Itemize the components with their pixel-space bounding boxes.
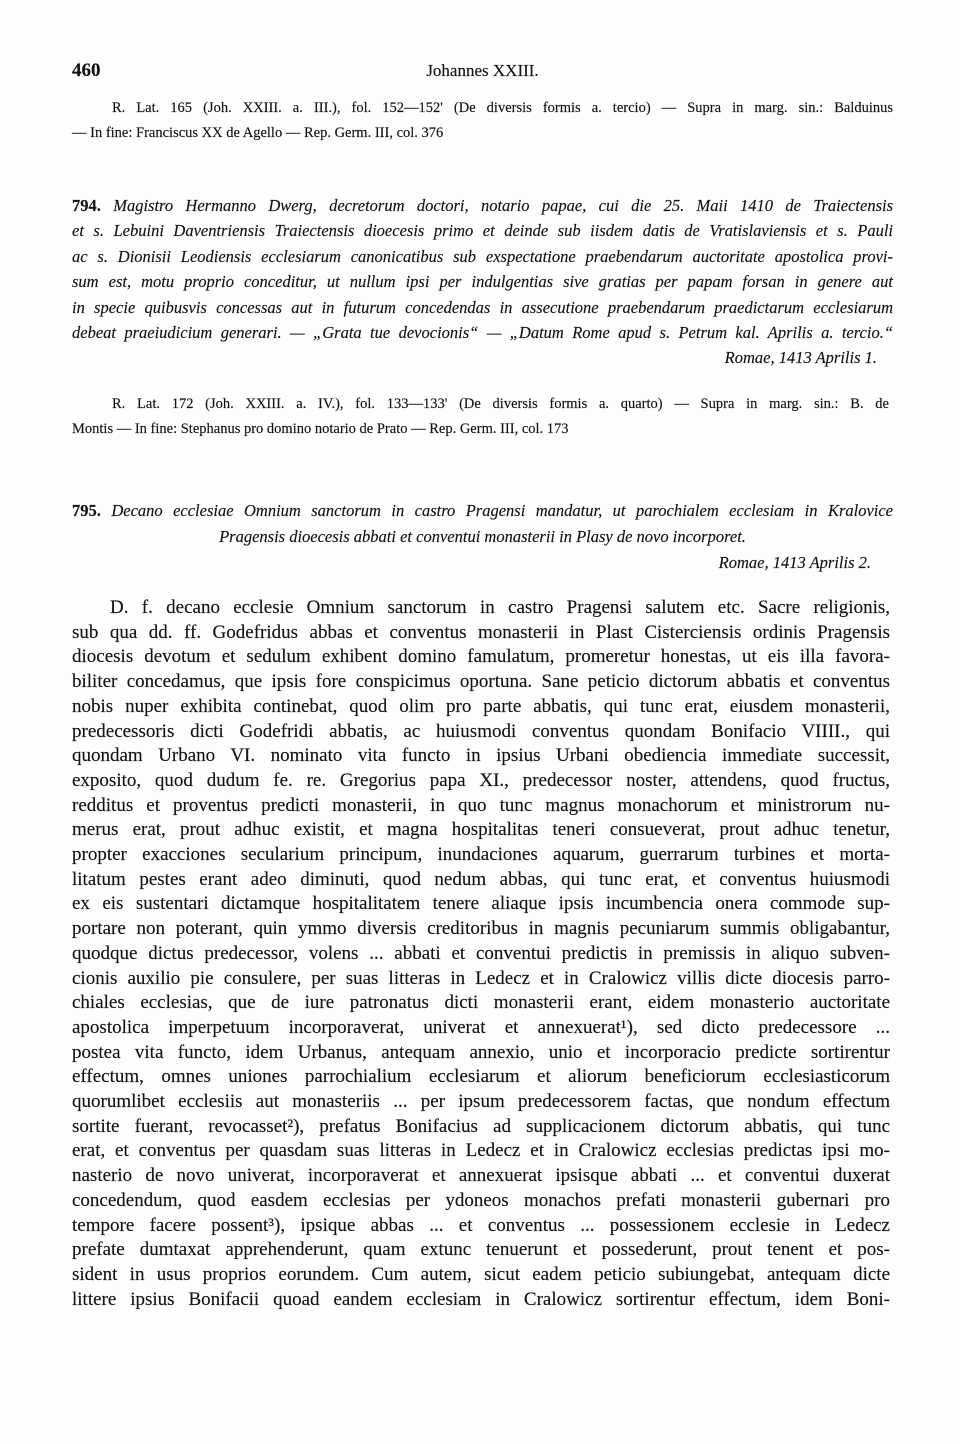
page-number: 460: [72, 60, 101, 81]
body-line: merus erat, prout adhuc existit, et magna hospitalitas teneri consueverat, prout adhuc tenetur,: [72, 819, 890, 841]
running-head: Johannes XXIII.: [426, 61, 539, 80]
body-line: nasterio de novo univerat, incorporaverat et annexuerat ipsisque abbati ... et conventui duxerat: [72, 1165, 890, 1187]
body-line: sortite fuerant, revocasset²), prefatus Bonifacius ad supplicacionem dictorum abbatis, qui tunc: [72, 1115, 890, 1137]
body-line: erat, et conventus per quasdam suas litteras in Ledecz et in Cralowicz ecclesias predictas ipsi mo-: [72, 1140, 890, 1162]
source-note: [72, 96, 893, 145]
body-line: tempore facere possent³), ipsique abbas ... et conventus ... possessionem ecclesie in Ledecz: [72, 1214, 890, 1236]
source-note-line: R. Lat. 172 (Joh. XXIII. a. IV.), fol. 133—133' (De diversis formis a. quarto) — Supra in marg. sin.: B. de: [112, 396, 889, 412]
body-line: effectum, omnes uniones parrochialium ecclesiarum et aliorum beneficiorum ecclesiasticorum: [72, 1066, 890, 1088]
body-line: littere ipsius Bonifacii quoad eandem ecclesiam in Cralowicz sortirentur effectum, idem Boni-: [72, 1288, 890, 1310]
body-line: propter exacciones secularium principum, inundaciones aquarum, guerrarum turbines et morta-: [72, 844, 890, 866]
body-line: postea vita functo, idem Urbanus, antequam annexio, unio et incorporacio predicte sortirentur: [72, 1041, 890, 1063]
body-line: chiales ecclesias, que de iure patronatus dicti monasterii erant, eidem monasterio auctoritate: [72, 992, 890, 1014]
body-line: ex eis sustentari dictamque hospitalitatem tenere aliaque ipsis incumbencia onera commode sup-: [72, 893, 890, 915]
source-note-line: — In fine: Franciscus XX de Agello — Rep. Germ. III, col. 376: [72, 124, 444, 141]
body-line: quorumlibet ecclesiis aut monasteriis ... per ipsum predecessorem factas, que nondum effectum: [72, 1091, 890, 1113]
entry-heading-text: Decano ecclesiae Omnium sanctorum in castro Pragensi mandatur, ut parochialem ecclesiam in Kralovice: [111, 501, 894, 520]
entry-heading-line: ac s. Dionisii Leodiensis ecclesiarum canonicatibus sub exspectatione praebendarum auctoritate apostolica provi-: [72, 246, 893, 266]
body-line: quodque dictus predecessor, volens ... abbati et conventui predictis in premissis in aliquo subven-: [72, 942, 890, 964]
body-line: D. f. decano ecclesie Omnium sanctorum in castro Pragensi salutem etc. Sacre religionis,: [110, 597, 890, 618]
source-note-line: Montis — In fine: Stephanus pro domino notario de Prato — Rep. Germ. III, col. 173: [72, 420, 569, 437]
source-note: [72, 392, 889, 441]
body-line: sub qua dd. ff. Godefridus abbas et conventus monasterii in Plast Cisterciensis ordinis Pragensis: [72, 621, 890, 643]
body-line: portare non poterant, quin ymmo diversis creditoribus in magnis pecuniarum summis obligabantur,: [72, 918, 890, 940]
body-line: exposito, quod dudum fe. re. Gregorius papa XI., predecessor noster, attendens, quod fructus,: [72, 769, 890, 791]
source-note-line: R. Lat. 165 (Joh. XXIII. a. III.), fol. 152—152' (De diversis formis a. tercio) — Supra in marg. sin.: Balduinus: [112, 100, 893, 116]
entry-heading-line: Pragensis dioecesis abbati et conventui monasterii in Plasy de novo incorporet.: [219, 527, 746, 546]
body-line: sident in usus proprios eorundem. Cum autem, sicut eadem peticio subiungebat, antequam dicte: [72, 1263, 890, 1285]
body-line: nobis nuper exhibita continebat, quod olim pro parte abbatis, qui tunc erat, eiusdem monasterii,: [72, 695, 890, 717]
calendar-entry: [72, 498, 893, 576]
body-line: redditus et proventus predicti monasterii, in quo tunc magnus monachorum et ministrorum nu-: [72, 794, 890, 816]
calendar-entry: [72, 193, 893, 371]
entry-number: 794.: [72, 196, 101, 215]
body-line: cionis auxilio pie consulere, per suas litteras in Ledecz et in Cralowicz villis dicte diocesis parro-: [72, 967, 890, 989]
document-body: [72, 596, 890, 1312]
body-line: diocesis devotum et sedulum exhibent domino famulatum, promeretur honestas, ut eis illa favora-: [72, 646, 890, 668]
body-line: predecessoris dicti Godefridi abbatis, ac huiusmodi conventus quondam Bonifacio VIIII., qui: [72, 720, 890, 742]
entry-heading-line: debeat praeiudicium generari. — „Grata tue devocionis“ — „Datum Rome apud s. Petrum kal. Aprilis a. tercio.“: [72, 323, 893, 343]
entry-heading-line: in specie quibusvis concessas aut in futurum concedendas in assecutione praebendarum praedictarum ecclesiarum: [72, 297, 893, 317]
body-line: biliter concedamus, que ipsis fore conspicimus oportuna. Sane peticio dictorum abbatis et conventus: [72, 671, 890, 693]
entry-heading-line: sum est, motu proprio conceditur, ut nullum ipsi per indulgentias sive gratias per papam forsan in genere aut: [72, 272, 893, 292]
body-line: quondam Urbano VI. nominato vita functo in ipsius Urbani obediencia immediate successit,: [72, 745, 890, 767]
entry-number: 795.: [72, 501, 101, 520]
entry-date: Romae, 1413 Aprilis 1.: [724, 348, 877, 368]
entry-heading-line: et s. Lebuini Daventriensis Traiectensis dioecesis primo et deinde sub iisdem datis de Vratislaviensis et s. Pauli: [72, 221, 893, 241]
entry-heading-text: Magistro Hermanno Dwerg, decretorum doctori, notario papae, cui die 25. Maii 1410 de Traiectensis: [113, 196, 894, 215]
body-line: concedendum, quod easdem ecclesias per ydoneos monachos prefati monasterii gubernari pro: [72, 1189, 890, 1211]
entry-heading-line: [72, 193, 893, 218]
body-line: prefate dumtaxat apprehenderunt, quam extunc tenuerunt et possederunt, prout tenent et pos-: [72, 1239, 890, 1261]
entry-heading-line: [72, 498, 893, 524]
body-line: litatum pestes erant adeo diminuti, quod nedum abbas, qui tunc erat, et conventus huiusmodi: [72, 868, 890, 890]
entry-date: Romae, 1413 Aprilis 2.: [718, 553, 871, 572]
body-line: apostolica imperpetuum incorporaverat, univerat et annexuerat¹), sed dicto predecessore ...: [72, 1016, 890, 1038]
